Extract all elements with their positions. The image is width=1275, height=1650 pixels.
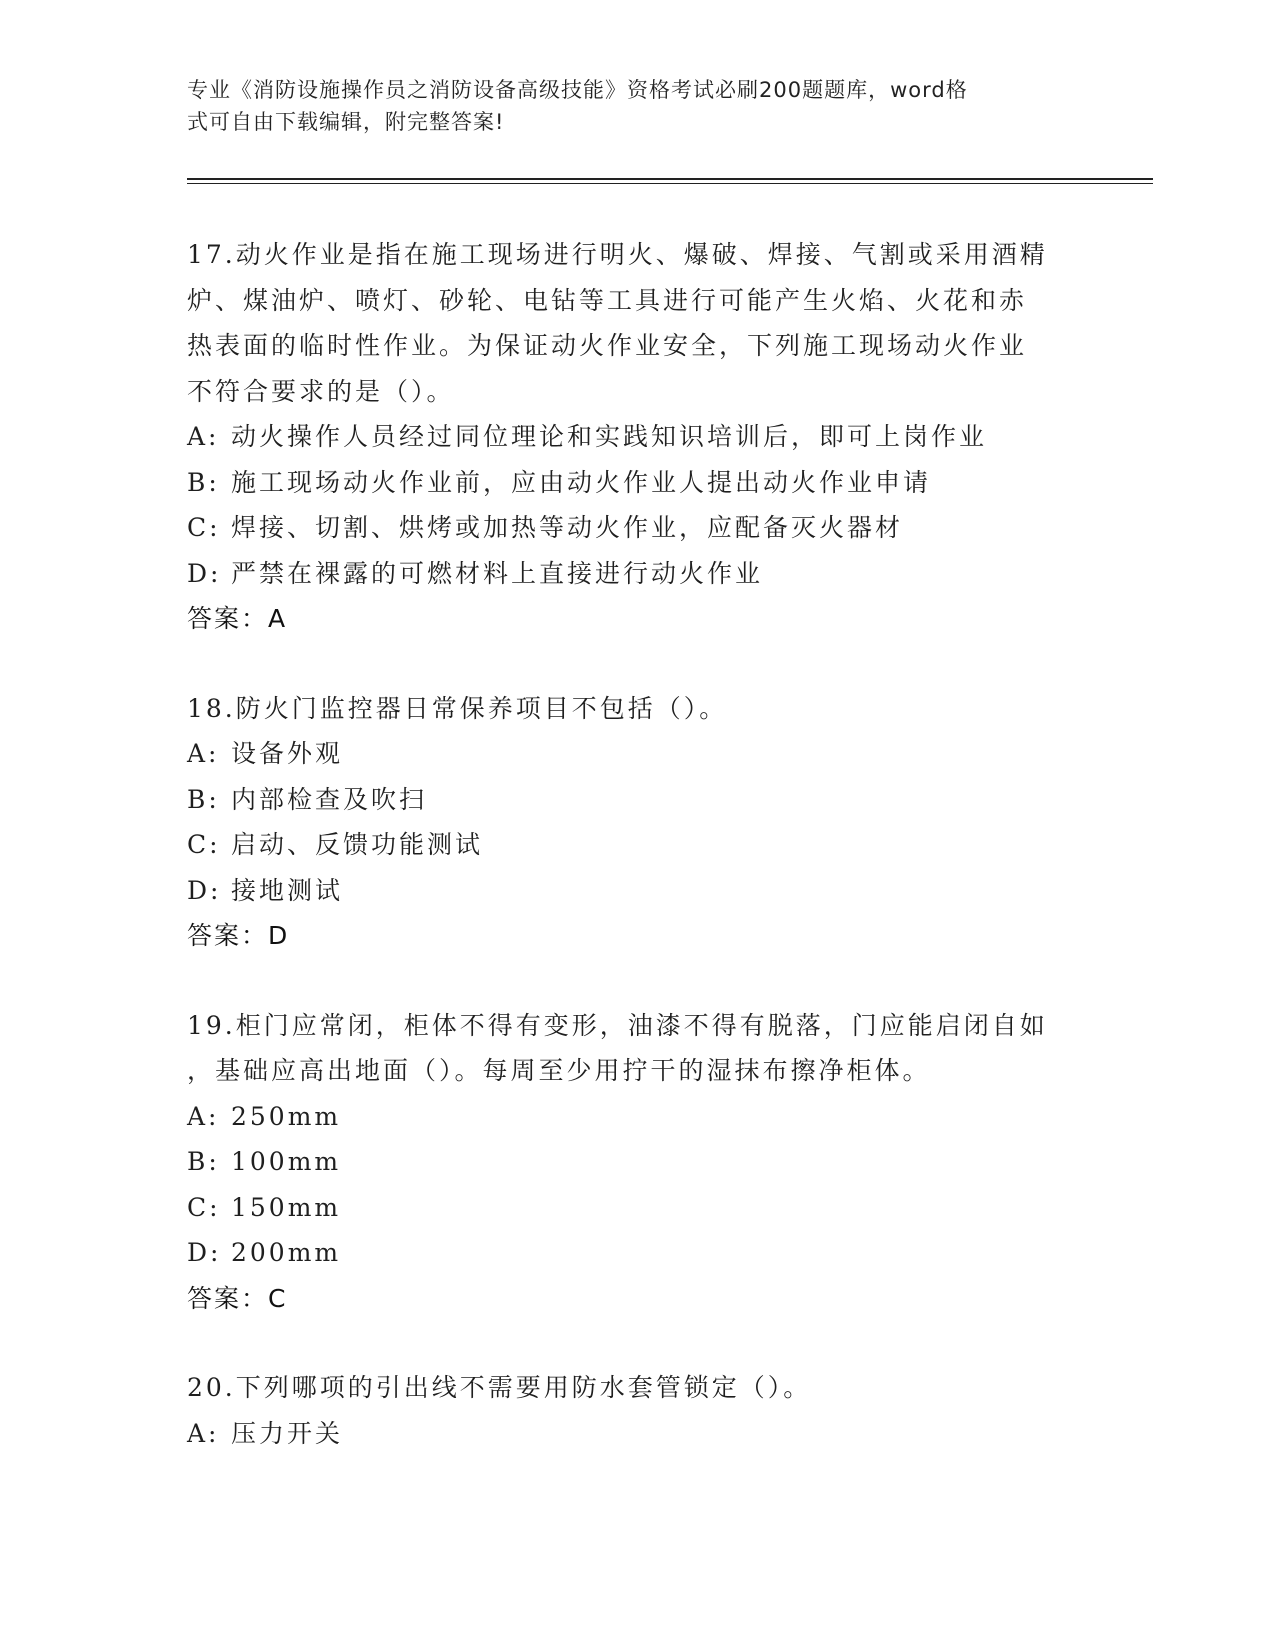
option-text: 严禁在裸露的可燃材料上直接进行动火作业 xyxy=(231,558,764,588)
option-line xyxy=(187,868,1127,914)
option-line xyxy=(187,777,1127,823)
question-text-line: 19.柜门应常闭，柜体不得有变形，油漆不得有脱落，门应能启闭自如 xyxy=(187,1010,1048,1040)
option-key: A: xyxy=(187,1418,220,1448)
option-text: 动火操作人员经过同位理论和实践知识培训后，即可上岗作业 xyxy=(231,422,988,451)
question-text-line: 17.动火作业是指在施工现场进行明火、爆破、焊接、气割或采用酒精 xyxy=(187,240,1048,269)
answer-line: 答案：A xyxy=(187,604,288,633)
option-line xyxy=(187,505,1127,551)
option-text: 启动、反馈功能测试 xyxy=(231,830,484,859)
option-line xyxy=(187,822,1127,868)
option-key: D: xyxy=(187,875,222,905)
option-key: A: xyxy=(187,739,220,768)
option-text: 接地测试 xyxy=(231,875,344,905)
question-text-line: 18.防火门监控器日常保养项目不包括（）。 xyxy=(187,693,728,723)
option-text: 内部检查及吹扫 xyxy=(231,784,428,814)
option-line xyxy=(187,1094,1127,1140)
answer-line: 答案：C xyxy=(187,1283,288,1313)
option-line xyxy=(187,1139,1127,1185)
question-block xyxy=(187,1003,1127,1322)
question-block xyxy=(187,1365,1127,1456)
question-text-line: ，基础应高出地面（）。每周至少用拧干的湿抹布擦净柜体。 xyxy=(187,1056,931,1085)
option-line xyxy=(187,1185,1127,1231)
option-line xyxy=(187,1230,1127,1276)
option-key: A: xyxy=(187,422,220,451)
option-text: 150mm xyxy=(231,1192,342,1222)
option-key: D: xyxy=(187,558,222,588)
option-line xyxy=(187,460,1127,506)
option-text: 100mm xyxy=(231,1147,342,1176)
document-header xyxy=(187,74,1067,138)
option-key: C: xyxy=(187,830,221,859)
option-text: 焊接、切割、烘烤或加热等动火作业，应配备灭火器材 xyxy=(231,513,904,542)
option-text: 压力开关 xyxy=(231,1418,344,1448)
question-text-line: 炉、煤油炉、喷灯、砂轮、电钻等工具进行可能产生火焰、火花和赤 xyxy=(187,285,1028,315)
header-line-1: 专业《消防设施操作员之消防设备高级技能》资格考试必刷200题题库，word格 xyxy=(187,78,968,102)
question-text-line: 热表面的临时性作业。为保证动火作业安全，下列施工现场动火作业 xyxy=(187,331,1028,360)
option-text: 250mm xyxy=(231,1101,342,1131)
option-key: B: xyxy=(187,467,220,497)
option-key: B: xyxy=(187,784,220,814)
option-key: B: xyxy=(187,1147,220,1176)
question-block xyxy=(187,232,1127,642)
header-rule-thin xyxy=(187,183,1153,184)
option-key: C: xyxy=(187,513,221,542)
option-line xyxy=(187,1411,1127,1457)
question-block xyxy=(187,686,1127,959)
header-rule-thick xyxy=(187,178,1153,180)
option-key: C: xyxy=(187,1192,221,1222)
question-text-line: 不符合要求的是（）。 xyxy=(187,376,455,406)
option-line xyxy=(187,731,1127,777)
option-key: A: xyxy=(187,1101,220,1131)
question-text-line: 20.下列哪项的引出线不需要用防水套管锁定（）。 xyxy=(187,1373,812,1402)
option-text: 200mm xyxy=(231,1238,342,1267)
option-text: 施工现场动火作业前，应由动火作业人提出动火作业申请 xyxy=(231,467,932,497)
option-text: 设备外观 xyxy=(231,739,344,768)
option-line xyxy=(187,414,1127,460)
option-key: D: xyxy=(187,1238,222,1267)
header-line-2: 式可自由下载编辑，附完整答案! xyxy=(187,110,505,134)
question-list xyxy=(187,232,1127,1500)
answer-line: 答案：D xyxy=(187,921,290,950)
option-line xyxy=(187,551,1127,597)
